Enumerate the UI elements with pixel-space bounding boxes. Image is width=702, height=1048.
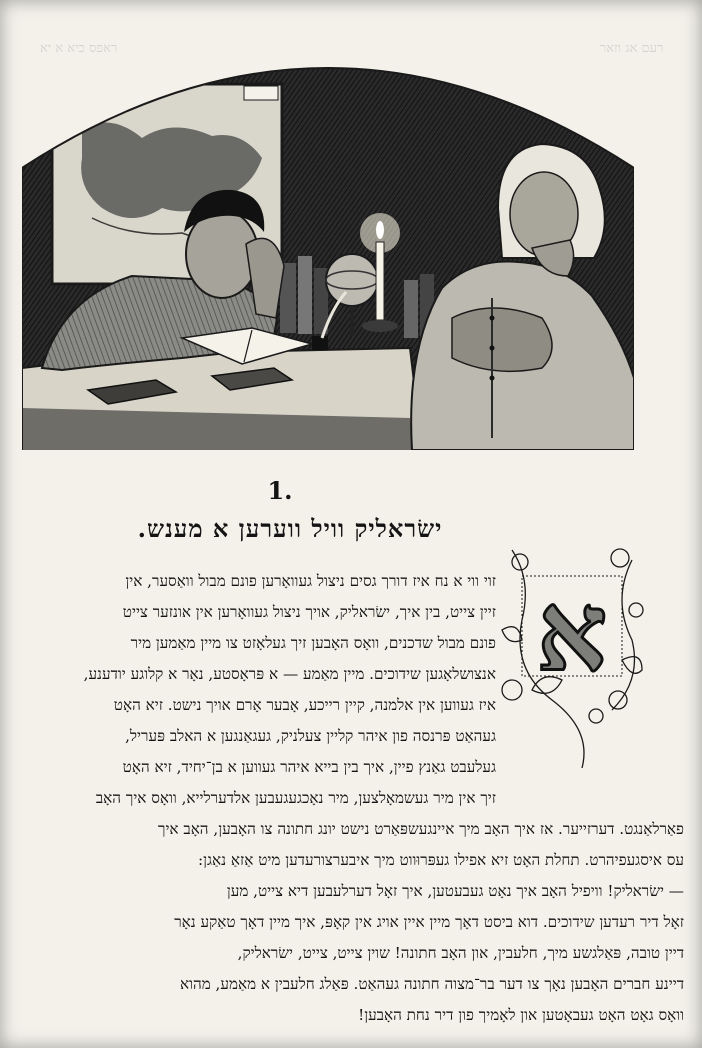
text-line: איז געווען אין אלמנה, קיין רייכע, אָבער אָרם אויך נישט. זיא האָט <box>113 696 496 714</box>
text-line: פונם מבול שדכנים, וואָס האָבען זיך געלאָזט צו מיין מאַמען מיר <box>130 634 496 652</box>
text-line: געהאַט פּרנסה פון איהר קליין צעלניק, געגאַנגען א האלב פּעריל, <box>125 727 496 745</box>
text-line: זיין צייט, בין איך, ישׂראליק, אויך ניצול געוואָרען אין אונזער צייט <box>122 603 496 621</box>
chapter-title: ישׂראליק וויל ווערען א מענש. <box>137 514 443 543</box>
chapter-body <box>18 566 684 1031</box>
chapter-illustration <box>22 18 634 450</box>
text-line: זוי ווי א נח איז דורך גסים ניצול געוואָרען פונם מבול וואַסער, אין <box>125 572 496 590</box>
dropcap-letter: א <box>536 567 608 696</box>
text-line: זיך אין מיר געשמאָלצען, מיר נאָכגעגעבען אלדערלייא, וואָס איך האָב <box>95 789 496 807</box>
text-line: דיינע חברים האָבען נאָך צו דער בר־מצוה חתונה געהאַט. פּאַלג חלעבין א מאַמע, מהוא <box>179 975 684 993</box>
text-line: פאַרלאַנגט. דערזייער. אז איך האָב מיך איינגעשפּאַרט נישט יונג חתונה צו האָבען, האָב איך <box>157 820 684 838</box>
text-line: געלעבט גאַנץ פיין, איך בין בייא איהר געווען א בן־יחיד, זיא האָט <box>122 758 496 776</box>
chapter-number: 1. <box>267 476 293 505</box>
text-line: עס איסגעפיהרט. תחלת האָט זיא אפילו געפּרוּווט מיך איבערצורעדען מיט אַזאַ נאַגן: <box>198 851 684 869</box>
text-line: אנצושלאָגען שידוכים. מיין מאַמע — א פּראָסטע, נאָר א קלוגע יודענע, <box>83 665 496 683</box>
text-line: וואָס גאָט האָט געבאָטען און לאָמיך פון דיר נחת האָבען! <box>358 1006 684 1024</box>
text-line: זאָל דיר רעדען שידוכים. דוא ביסט דאָך מיין איין אויג אין קאָפּ, איך מיין דאָך טאַקע נאָר <box>174 913 684 931</box>
bleed-through-text-right: רעם אג וזאר <box>600 41 664 56</box>
text-line: — ישׂראליק! וויפיל האָב איך נאָט געבעטען, איך זאָל דערלעבען דיא צייט, מען <box>226 882 684 900</box>
bleed-through-text-left: ראפס כיא א יא <box>40 41 118 56</box>
text-line: דיין טובה, פּאַלגשע מיך, חלעבין, און האָב חתונה! שוין צייט, צייט, ישׂראליק, <box>237 944 684 962</box>
